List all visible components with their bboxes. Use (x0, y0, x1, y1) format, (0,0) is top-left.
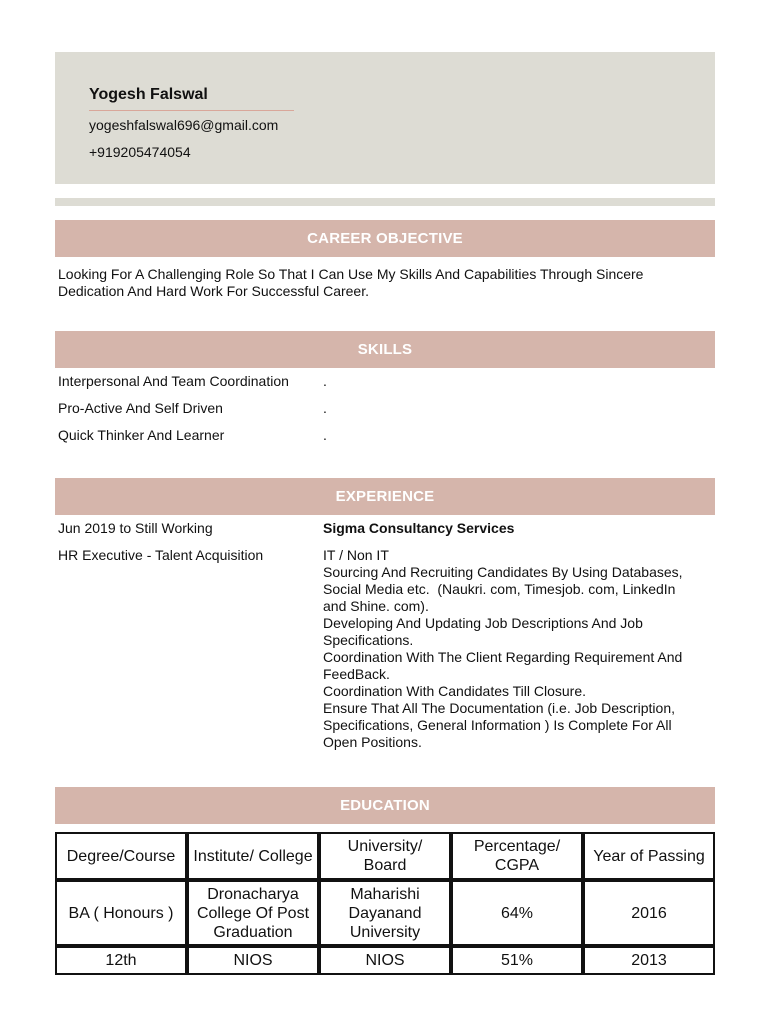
experience-detail-line: Coordination With The Client Regarding Requirement And (323, 649, 683, 665)
skill-value: . (323, 400, 327, 416)
table-cell: 64% (451, 880, 583, 946)
experience-company: Sigma Consultancy Services (323, 520, 515, 536)
candidate-name: Yogesh Falswal (89, 86, 208, 103)
experience-heading: EXPERIENCE (55, 478, 715, 515)
table-header-row (55, 832, 715, 880)
experience-role: HR Executive - Talent Acquisition (58, 547, 264, 563)
career-objective-line-1: Looking For A Challenging Role So That I Can Use My Skills And Capabilities Through Sincere (58, 266, 644, 282)
skill-label: Pro-Active And Self Driven (58, 400, 223, 416)
skill-label: Interpersonal And Team Coordination (58, 373, 289, 389)
table-cell: 2013 (583, 946, 715, 975)
skills-heading: SKILLS (55, 331, 715, 368)
table-cell: 12th (55, 946, 187, 975)
phone-number: +919205474054 (89, 144, 191, 160)
table-row (55, 880, 715, 946)
header-divider (55, 198, 715, 206)
experience-detail-line: and Shine. com). (323, 598, 429, 614)
email-address[interactable]: yogeshfalswal696@gmail.com (89, 117, 279, 133)
experience-detail-line: Developing And Updating Job Descriptions And Job (323, 615, 643, 631)
career-objective-heading: CAREER OBJECTIVE (55, 220, 715, 257)
experience-detail-line: IT / Non IT (323, 547, 389, 563)
experience-detail-line: Specifications, General Information ) Is Complete For All (323, 717, 672, 733)
experience-detail-line: FeedBack. (323, 666, 390, 682)
experience-detail-line: Specifications. (323, 632, 414, 648)
name-underline (89, 110, 294, 111)
resume-header (55, 52, 715, 184)
table-cell: Maharishi Dayanand University (319, 880, 451, 946)
table-header-cell: University/ Board (319, 832, 451, 880)
career-objective-line-2: Dedication And Hard Work For Successful Career. (58, 283, 369, 299)
experience-detail-line: Open Positions. (323, 734, 422, 750)
table-cell: 2016 (583, 880, 715, 946)
table-cell: Dronacharya College Of Post Graduation (187, 880, 319, 946)
table-cell: NIOS (319, 946, 451, 975)
education-table (55, 832, 715, 975)
table-row (55, 946, 715, 975)
table-header-cell: Percentage/ CGPA (451, 832, 583, 880)
table-cell: 51% (451, 946, 583, 975)
skill-label: Quick Thinker And Learner (58, 427, 225, 443)
skill-value: . (323, 427, 327, 443)
skill-value: . (323, 373, 327, 389)
table-header-cell: Year of Passing (583, 832, 715, 880)
table-header-cell: Degree/Course (55, 832, 187, 880)
table-cell: BA ( Honours ) (55, 880, 187, 946)
table-cell: NIOS (187, 946, 319, 975)
experience-period: Jun 2019 to Still Working (58, 520, 213, 536)
experience-detail-line: Social Media etc. (Naukri. com, Timesjob. com, LinkedIn (323, 581, 676, 597)
experience-details (323, 547, 718, 751)
experience-detail-line: Ensure That All The Documentation (i.e. Job Description, (323, 700, 675, 716)
experience-detail-line: Sourcing And Recruiting Candidates By Using Databases, (323, 564, 683, 580)
experience-detail-line: Coordination With Candidates Till Closure. (323, 683, 587, 699)
table-header-cell: Institute/ College (187, 832, 319, 880)
education-heading: EDUCATION (55, 787, 715, 824)
